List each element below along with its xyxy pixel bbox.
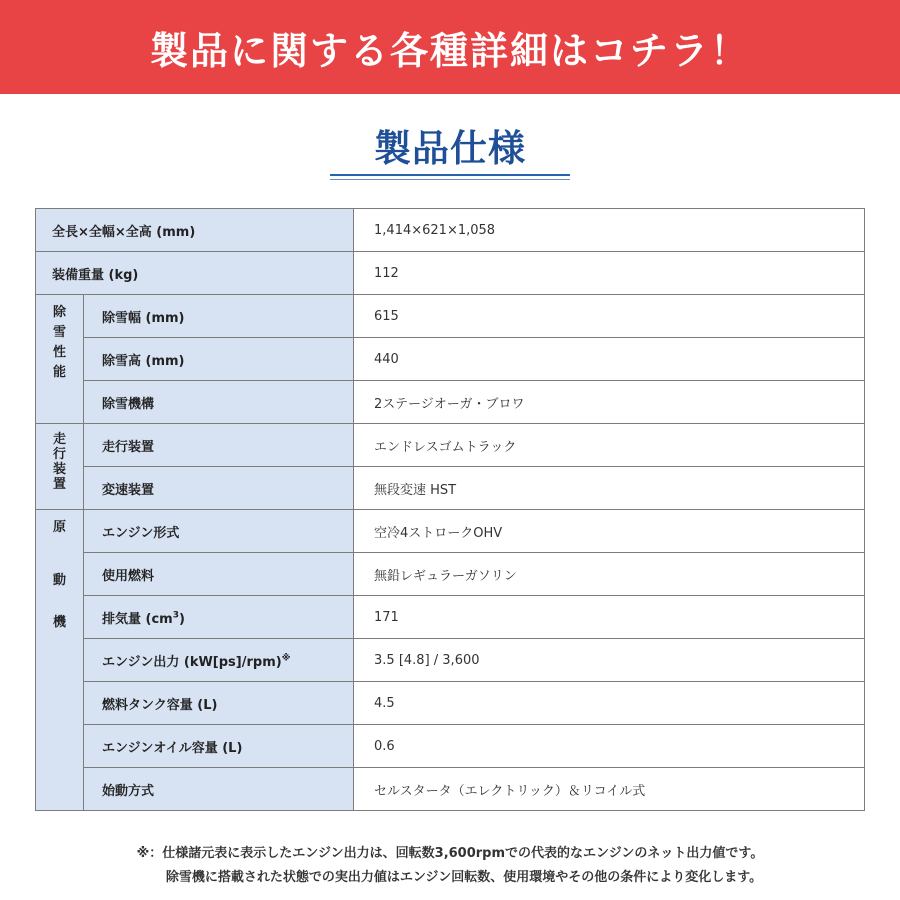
table-row (36, 467, 865, 510)
category-char: 装 (52, 462, 66, 477)
row-value: 171 (354, 596, 865, 639)
row-label: 変速装置 (84, 467, 354, 510)
table-row (36, 682, 865, 725)
row-label: エンジンオイル容量 (L) (84, 725, 354, 768)
category-char: 能 (52, 365, 66, 380)
row-value: 4.5 (354, 682, 865, 725)
row-value: 112 (354, 252, 865, 295)
footnote-line-2: 除雪機に搭載された状態での実出力値はエンジン回転数、使用環境やその他の条件により変化します。 (165, 870, 763, 885)
row-label: 使用燃料 (84, 553, 354, 596)
title-underline (330, 174, 570, 176)
category-char: 動 (52, 573, 66, 588)
footnote-line-1: ※：仕様諸元表に表示したエンジン出力は、回転数3,600rpmでの代表的なエンジンのネット出力値です。 (136, 846, 764, 861)
banner-text: 製品に関する各種詳細はコチラ！ (149, 28, 750, 73)
category-char: 行 (52, 447, 66, 462)
table-row (36, 553, 865, 596)
row-label: 始動方式 (84, 768, 354, 811)
category-snow-performance (36, 295, 84, 424)
table-row (36, 424, 865, 467)
row-label: 燃料タンク容量 (L) (84, 682, 354, 725)
title-wrap (0, 118, 900, 172)
row-value: 0.6 (354, 725, 865, 768)
row-value: 2ステージオーガ・ブロワ (354, 381, 865, 424)
category-char: 走 (52, 432, 66, 447)
label-superscript: 3 (172, 610, 179, 621)
table-row (36, 295, 865, 338)
details-banner[interactable] (0, 0, 900, 94)
category-drive-system (36, 424, 84, 510)
table-row (36, 252, 865, 295)
row-value: 615 (354, 295, 865, 338)
page-title: 製品仕様 (374, 127, 526, 170)
label-text: 排気量 (cm (102, 611, 173, 627)
category-char: 除 (52, 305, 66, 320)
table-row (36, 725, 865, 768)
row-value: 440 (354, 338, 865, 381)
label-text: エンジン出力 (kW[ps]/rpm) (102, 654, 282, 670)
row-label-engine-output (84, 639, 354, 682)
category-engine (36, 510, 84, 811)
category-char: 性 (52, 345, 66, 360)
table-row (36, 209, 865, 252)
row-label: 装備重量 (kg) (36, 252, 354, 295)
table-row (36, 639, 865, 682)
row-value: 無鉛レギュラーガソリン (354, 553, 865, 596)
table-row (36, 381, 865, 424)
label-text-end: ) (179, 611, 185, 627)
row-value: 空冷4ストロークOHV (354, 510, 865, 553)
title-underline-thin (330, 179, 570, 180)
row-label: 全長×全幅×全高 (mm) (36, 209, 354, 252)
row-value: 1,414×621×1,058 (354, 209, 865, 252)
row-value: エンドレスゴムトラック (354, 424, 865, 467)
row-label: 走行装置 (84, 424, 354, 467)
spec-table (35, 208, 865, 811)
category-char: 雪 (52, 325, 66, 340)
category-char: 機 (52, 615, 66, 630)
row-label: エンジン形式 (84, 510, 354, 553)
row-value: セルスタータ（エレクトリック）＆リコイル式 (354, 768, 865, 811)
table-row (36, 596, 865, 639)
table-row (36, 338, 865, 381)
table-row (36, 510, 865, 553)
row-value: 3.5 [4.8] / 3,600 (354, 639, 865, 682)
row-value: 無段変速 HST (354, 467, 865, 510)
row-label-displacement (84, 596, 354, 639)
row-label: 除雪高 (mm) (84, 338, 354, 381)
row-label: 除雪幅 (mm) (84, 295, 354, 338)
category-char: 置 (52, 477, 66, 492)
category-char: 原 (52, 520, 66, 535)
note-mark: ※ (281, 653, 291, 664)
table-row (36, 768, 865, 811)
row-label: 除雪機構 (84, 381, 354, 424)
